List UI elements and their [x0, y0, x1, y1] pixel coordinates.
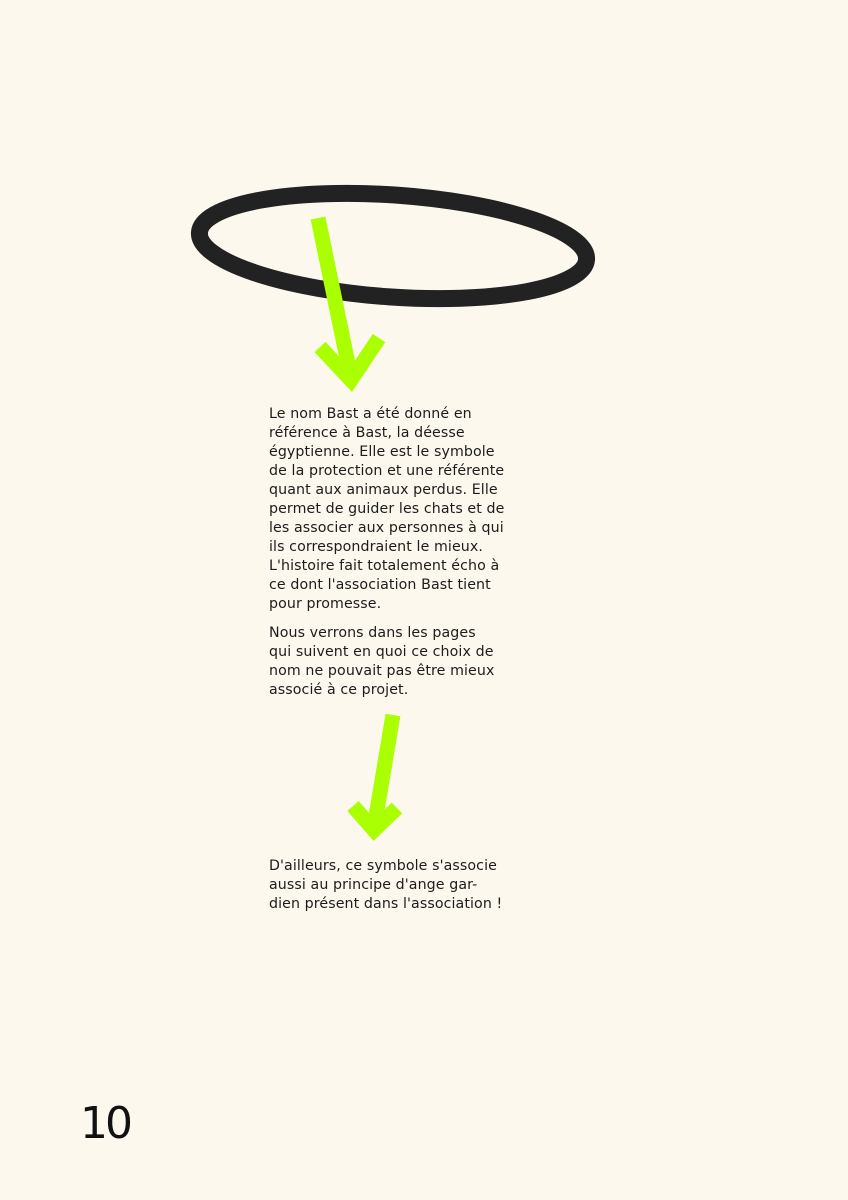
- paragraph-text: D'ailleurs, ce symbole s'associe aussi au principe d'ange gar- dien présent dans l'association !: [269, 858, 503, 912]
- halo-icon: [196, 182, 590, 311]
- body-paragraph-intro: [269, 405, 529, 614]
- paragraph-text: Nous verrons dans les pages qui suivent en quoi ce choix de nom ne pouvait pas être mieux associé à ce projet.: [269, 625, 495, 698]
- body-paragraph-guardian-angel: [269, 857, 529, 914]
- page-number: 10: [80, 1098, 130, 1149]
- body-paragraph-followup: [269, 624, 529, 700]
- arrow-down-icon: [353, 715, 397, 830]
- paragraph-text: Le nom Bast a été donné en référence à Bast, la déesse égyptienne. Elle est le symbole de la protection et une référente quant aux animaux perdus. Elle permet de guider les chats et de les associer aux personnes à qui ils correspondraient le mieux. L'histoire fait totalement écho à ce dont l'association Bast tient pour promesse.: [269, 406, 505, 612]
